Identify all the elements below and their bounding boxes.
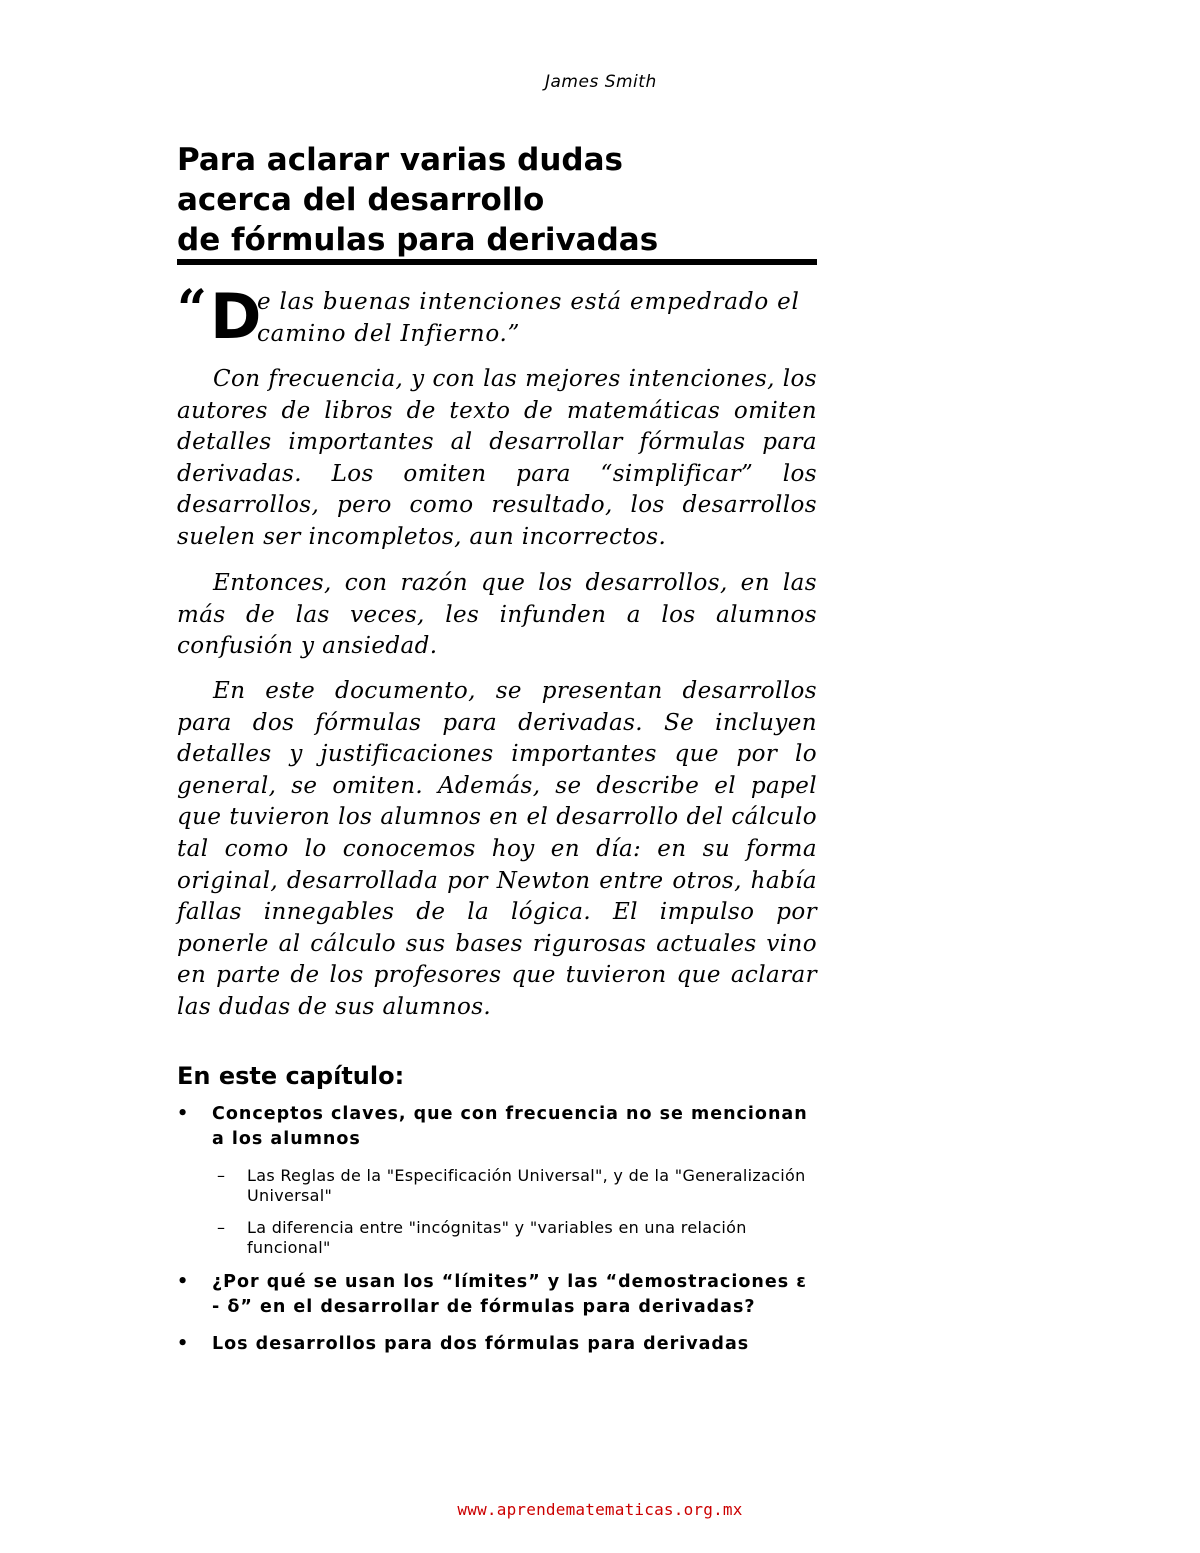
bullet-icon: • — [177, 1272, 190, 1292]
chapter-contents-list — [177, 1102, 817, 1357]
chapter-title-line: Para aclarar varias dudas — [177, 142, 623, 178]
list-item-text: Conceptos claves, que con frecuencia no se mencionan a los alumnos — [212, 1104, 808, 1149]
list-item-text: Los desarrollos para dos fórmulas para derivadas — [212, 1334, 750, 1354]
epigraph-quote — [177, 279, 817, 356]
running-header-author: James Smith — [545, 72, 657, 92]
dash-icon: – — [217, 1166, 226, 1185]
dash-icon: – — [217, 1218, 226, 1237]
sub-list-item-text: Las Reglas de la "Especificación Universal", y de la "Generalización Universal" — [247, 1166, 806, 1205]
list-item — [177, 1332, 817, 1357]
sub-list-item — [212, 1166, 817, 1206]
footer-website-link[interactable] — [0, 1500, 1200, 1519]
sub-list — [212, 1166, 817, 1258]
drop-cap: D — [210, 280, 262, 353]
chapter-title — [177, 140, 817, 260]
list-item-text: ¿Por qué se usan los “límites” y las “demostraciones ε - δ” en el desarrollar de fórmulas para derivadas? — [212, 1272, 807, 1317]
list-item — [177, 1102, 817, 1258]
bullet-icon: • — [177, 1334, 190, 1354]
body-paragraph: En este documento, se presentan desarrollos para dos fórmulas para derivadas. Se incluyen detalles y justificaciones importantes que por lo general, se omiten. Además, se describe el papel que tuvieron los alumnos en el desarrollo del cálculo tal como lo conocemos hoy en día: en su forma original, desarrollada por Newton entre otros, había fallas innegables de la lógica. El impulso por ponerle al cálculo sus bases rigurosas actuales vino en parte de los profesores que tuvieron que aclarar las dudas de sus alumnos. — [177, 678, 817, 1020]
sub-list-item — [212, 1218, 817, 1258]
chapter-contents-heading: En este capítulo: — [177, 1062, 405, 1090]
list-item — [177, 1270, 817, 1320]
chapter-title-line: acerca del desarrollo — [177, 182, 545, 218]
title-underline-rule — [177, 259, 817, 265]
body-paragraph: Con frecuencia, y con las mejores intenciones, los autores de libros de texto de matemáticas omiten detalles importantes al desarrollar fórmulas para derivadas. Los omiten para “simplificar” los desarrollos, pero como resultado, los desarrollos suelen ser incompletos, aun incorrectos. — [177, 366, 817, 550]
sub-list-item-text: La diferencia entre "incógnitas" y "variables en una relación funcional" — [247, 1218, 747, 1257]
body-paragraph: Entonces, con razón que los desarrollos, en las más de las veces, les infunden a los alumnos confusión y ansiedad. — [177, 570, 817, 660]
bullet-icon: • — [177, 1104, 190, 1124]
footer-url-text[interactable]: www.aprendematematicas.org.mx — [457, 1500, 743, 1519]
epigraph-text: e las buenas intenciones está empedrado el camino del Infierno.” — [257, 289, 800, 347]
open-quote-mark: “ — [177, 279, 207, 340]
chapter-title-line: de fórmulas para derivadas — [177, 222, 659, 258]
